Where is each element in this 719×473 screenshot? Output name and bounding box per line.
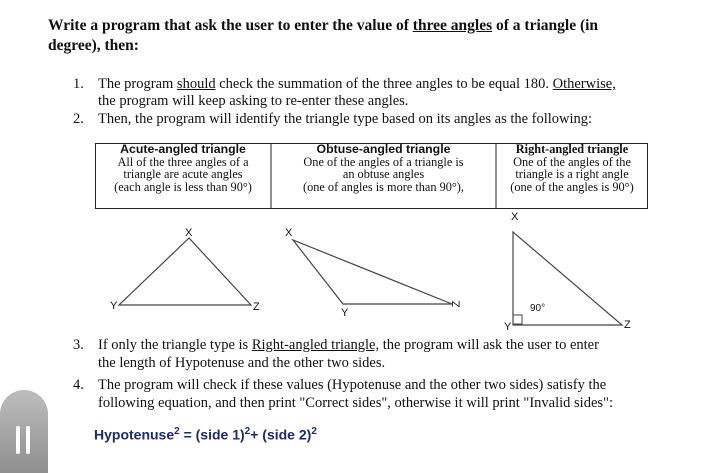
list-item-3: 3. If only the triangle type is Right-angled triangle, the program will ask the user to enter the length of Hypotenuse and the other two sides.	[73, 337, 599, 371]
acute-vertex-x-label: X	[185, 227, 193, 239]
table-cell-obtuse: Obtuse-angled triangle One of the angles of a triangle is an obtuse angles (one of angles is more than 90°),	[303, 142, 464, 194]
side-drag-handle[interactable]	[0, 390, 48, 473]
obtuse-vertex-x-label: X	[285, 227, 293, 239]
table-cell-acute: Acute-angled triangle All of the three angles of a triangle are acute angles (each angle is less than 90°)	[114, 142, 252, 194]
right-vertex-y-label: Y	[504, 321, 512, 333]
question-title: Write a program that ask the user to enter the value of three angles of a triangle (in degree), then:	[48, 17, 599, 54]
right-angle-label: 90°	[530, 303, 546, 314]
acute-vertex-y-label: Y	[110, 300, 118, 312]
right-vertex-x-label: X	[511, 211, 519, 223]
list-item-2: 2. Then, the program will identify the triangle type based on its angles as the following:	[73, 111, 593, 127]
obtuse-vertex-z-label: Z	[450, 300, 463, 308]
acute-vertex-z-label: Z	[253, 301, 260, 313]
list-item-1: 1. The program should check the summation of the three angles to be equal 180. Otherwise, the program will keep asking to re-enter these angles.	[73, 76, 616, 109]
right-angle-marker	[513, 315, 522, 324]
handle-grip-line	[16, 426, 20, 454]
table-cell-right: Right-angled triangle One of the angles of the triangle is a right angle (one of the angles is 90°)	[510, 142, 634, 194]
obtuse-triangle	[293, 240, 452, 304]
pythagorean-equation: Hypotenuse$^2$ = (side 1)$^2$+ (side 2)$^2$	[94, 426, 317, 443]
handle-grip-line	[26, 426, 30, 454]
acute-triangle	[119, 238, 251, 305]
list-item-4: 4. The program will check if these values (Hypotenuse and the other two sides) satisfy the following equation, and then print "Correct sides", otherwise it will print "Invalid sides":	[73, 377, 613, 411]
obtuse-vertex-y-label: Y	[341, 307, 349, 319]
right-vertex-z-label: Z	[624, 319, 631, 331]
